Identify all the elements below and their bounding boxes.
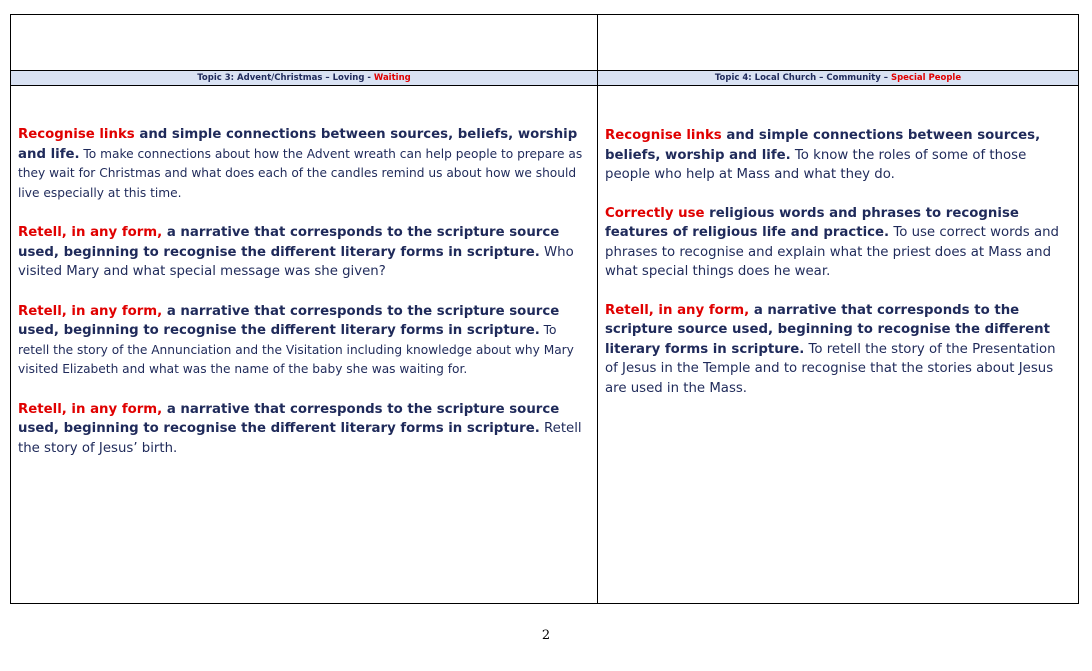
topic-4-title-prefix: Topic 4: Local Church – Community – (714, 73, 891, 83)
topics-table (10, 14, 1079, 604)
objective-paragraph (605, 204, 1071, 282)
topic-3-header (11, 71, 598, 86)
objective-description: To know the roles of some of those people who help at Mass and what they do. (605, 147, 1027, 182)
objective-paragraph (18, 126, 590, 203)
objective-keyword: Correctly use (605, 205, 705, 221)
blank-cell-left (11, 15, 598, 71)
objective-description: To make connections about how the Advent wreath can help people to prepare as they wait for Christmas and what does each of the candles remind us about how we should live especially at this time. (18, 146, 583, 200)
blank-cell-right (598, 15, 1079, 71)
topic-3-objectives (11, 86, 598, 604)
objective-strand: religious words and phrases to recognise features of religious life and practice. (605, 205, 1019, 240)
objective-paragraph (18, 400, 590, 459)
topic-4-header (598, 71, 1079, 86)
objective-strand: a narrative that corresponds to the scripture source used, beginning to recognise the different literary forms in scripture. (605, 302, 1050, 357)
objective-description: To retell the story of the Annunciation and the Visitation including knowledge about why Mary visited Elizabeth and what was the name of the baby she was waiting for. (18, 323, 574, 376)
objective-description: To use correct words and phrases to recognise and explain what the priest does at Mass and what special things does he wear. (605, 225, 1059, 279)
objective-paragraph (605, 301, 1071, 399)
objective-paragraph (605, 126, 1071, 185)
topic-3-title-highlight: Waiting (373, 73, 411, 83)
objective-strand: and simple connections between sources, beliefs, worship and life. (605, 128, 1041, 163)
objective-paragraph (18, 302, 590, 380)
objective-description: Who visited Mary and what special message was she given? (18, 244, 574, 279)
objective-keyword: Recognise links (605, 128, 722, 143)
topic-3-title-prefix: Topic 3: Advent/Christmas – Loving - (197, 73, 374, 83)
objective-strand: a narrative that corresponds to the scripture source used, beginning to recognise the different literary forms in scripture. (18, 225, 560, 260)
objective-strand: a narrative that corresponds to the scripture source used, beginning to recognise the different literary forms in scripture. (18, 303, 560, 338)
objective-description: To retell the story of the Presentation of Jesus in the Temple and to recognise that the stories about Jesus are used in the Mass. (605, 341, 1056, 396)
page-number: 2 (541, 628, 551, 643)
objective-paragraph (18, 223, 590, 282)
objective-description: Retell the story of Jesus’ birth. (18, 421, 582, 456)
topic-4-objectives (598, 86, 1079, 604)
objective-keyword: Recognise links (18, 127, 135, 142)
objective-strand: and simple connections between sources, beliefs, worship and life. (18, 127, 578, 162)
objective-keyword: Retell, in any form, (18, 303, 163, 319)
topic-4-title-highlight: Special People (890, 73, 962, 83)
objective-keyword: Retell, in any form, (18, 401, 163, 417)
objective-keyword: Retell, in any form, (605, 302, 750, 318)
objective-strand: a narrative that corresponds to the scripture source used, beginning to recognise the different literary forms in scripture. (18, 401, 560, 436)
objective-keyword: Retell, in any form, (18, 225, 163, 240)
